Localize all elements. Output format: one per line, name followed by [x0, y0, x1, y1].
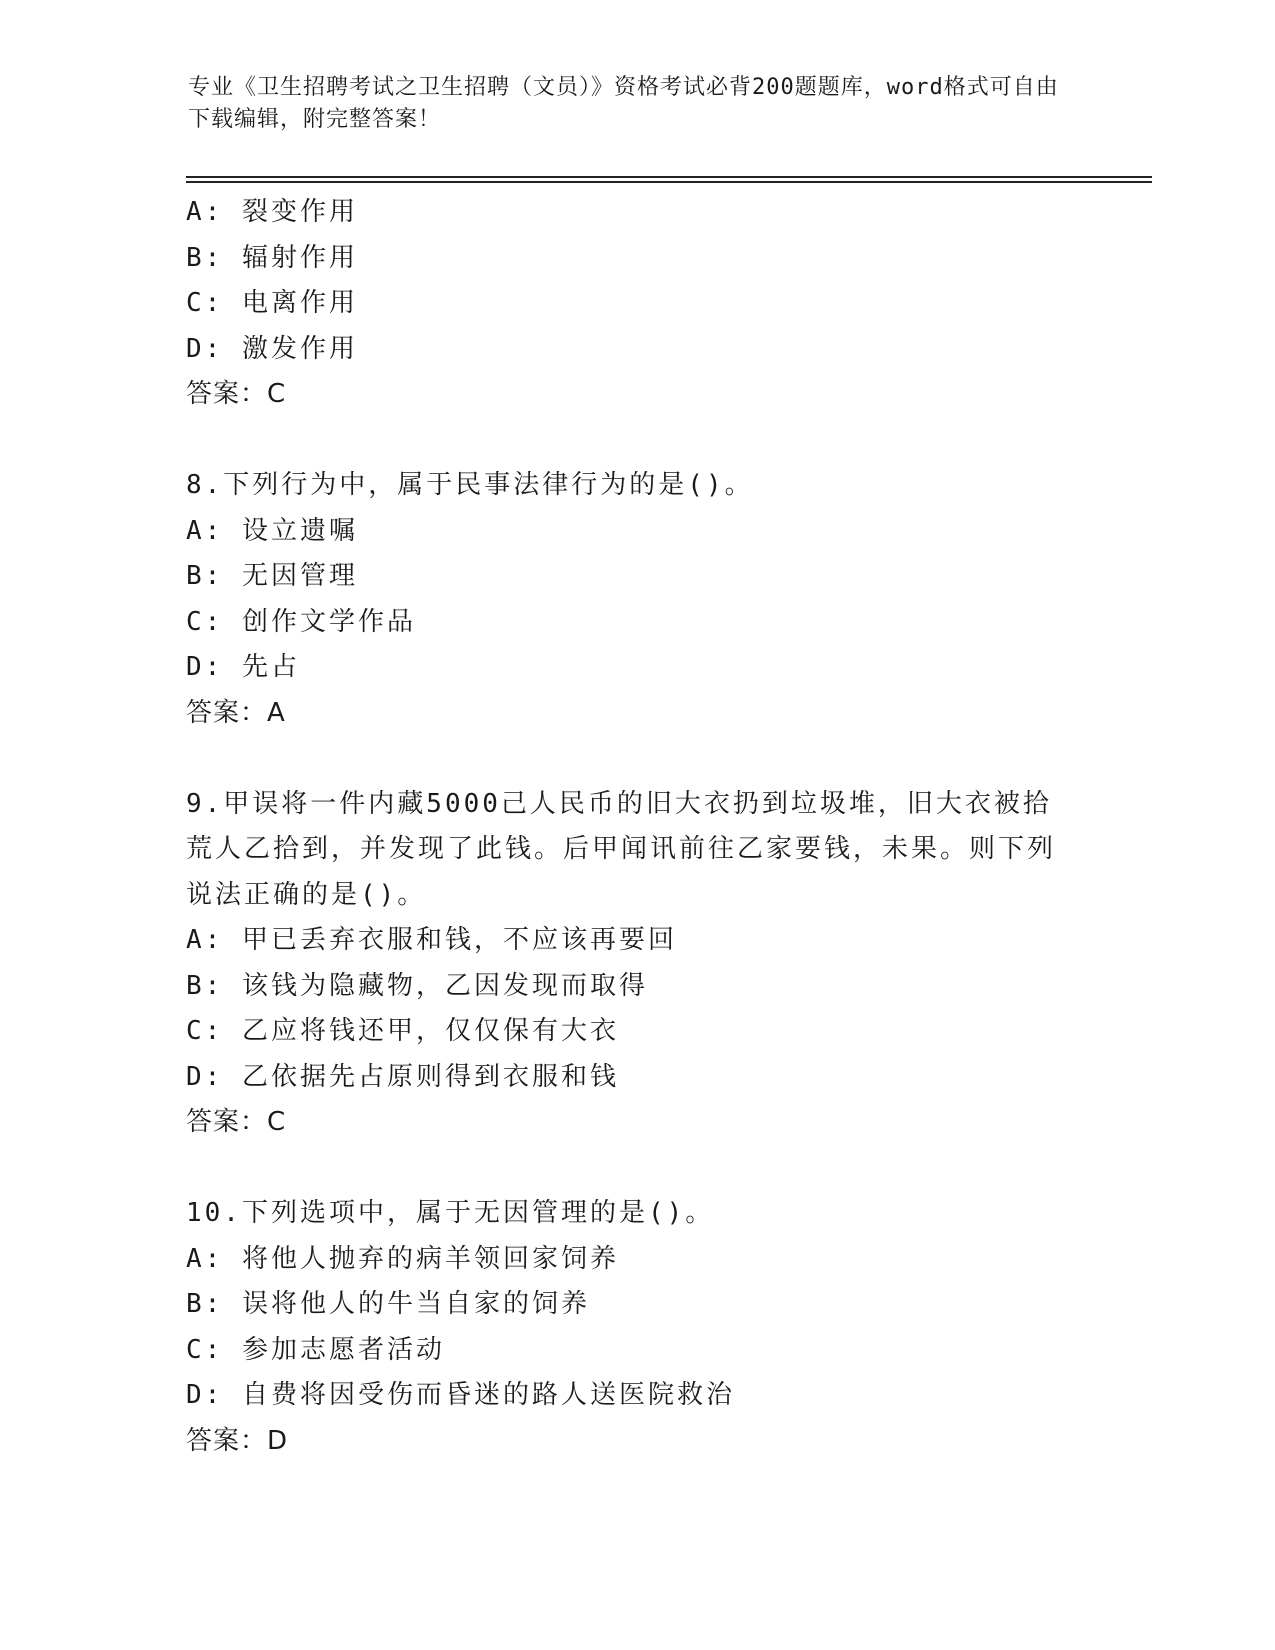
- question-9: [186, 782, 1086, 1146]
- option-d: D: 先占: [186, 652, 300, 682]
- option-a: A: 裂变作用: [186, 197, 358, 227]
- header-rule-top: [186, 176, 1152, 178]
- option-d: D: 自费将因受伤而昏迷的路人送医院救治: [186, 1380, 735, 1410]
- option-c: C: 乙应将钱还甲，仅仅保有大衣: [186, 1016, 619, 1046]
- question-stem: 9.甲误将一件内藏5000己人民币的旧大衣扔到垃圾堆，旧大衣被拾荒人乙拾到，并发现了此钱。后甲闻讯前往乙家要钱，未果。则下列说法正确的是()。: [186, 788, 1057, 910]
- question-7: [186, 190, 1086, 418]
- option-b: B: 该钱为隐藏物，乙因发现而取得: [186, 970, 648, 1001]
- answer: 答案：C: [186, 379, 287, 409]
- question-8: [186, 463, 1086, 736]
- answer: 答案：C: [186, 1107, 287, 1137]
- spacer: [186, 1146, 1086, 1192]
- spacer: [186, 736, 1086, 782]
- option-b: B: 误将他人的牛当自家的饲养: [186, 1289, 590, 1319]
- option-c: C: 电离作用: [186, 288, 358, 318]
- option-b: B: 辐射作用: [186, 242, 358, 273]
- option-c: C: 参加志愿者活动: [186, 1334, 445, 1365]
- header-rule-bottom: [186, 181, 1152, 183]
- question-list: [186, 190, 1086, 1464]
- answer: 答案：D: [186, 1425, 289, 1456]
- option-b: B: 无因管理: [186, 561, 358, 591]
- option-a: A: 设立遗嘱: [186, 515, 358, 546]
- option-a: A: 甲已丢弃衣服和钱，不应该再要回: [186, 925, 677, 955]
- question-10: [186, 1191, 1086, 1464]
- option-a: A: 将他人抛弃的病羊领回家饲养: [186, 1243, 619, 1274]
- spacer: [186, 418, 1086, 464]
- question-stem: 8.下列行为中，属于民事法律行为的是()。: [186, 470, 754, 500]
- option-d: D: 乙依据先占原则得到衣服和钱: [186, 1061, 619, 1092]
- option-c: C: 创作文学作品: [186, 606, 416, 637]
- answer: 答案：A: [186, 697, 286, 728]
- document-header: 专业《卫生招聘考试之卫生招聘（文员）》资格考试必背200题题库，word格式可自由下载编辑，附完整答案！: [188, 75, 1059, 132]
- option-d: D: 激发作用: [186, 333, 358, 364]
- question-stem: 10.下列选项中，属于无因管理的是()。: [186, 1198, 715, 1228]
